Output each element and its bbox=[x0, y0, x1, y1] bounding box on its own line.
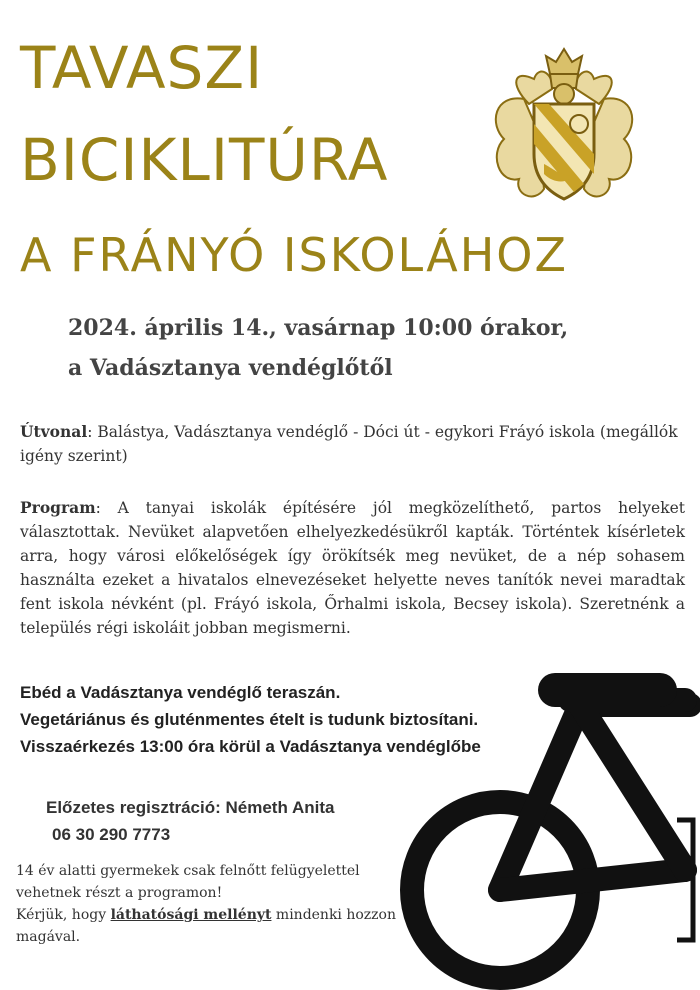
registration-phone: 06 30 290 7773 bbox=[52, 825, 171, 844]
notice-request-start: Kérjük, hogy bbox=[16, 907, 111, 923]
route-text: : Balástya, Vadásztanya vendéglő - Dóci út - egykori Fráyó iskola (megállók igény szerint) bbox=[20, 423, 678, 465]
route-paragraph bbox=[20, 420, 685, 468]
bicycle-icon bbox=[395, 670, 700, 990]
route-label: Útvonal bbox=[20, 422, 88, 441]
event-date-line: 2024. április 14., vasárnap 10:00 órakor, bbox=[68, 315, 569, 341]
registration-contact: Előzetes regisztráció: Németh Anita bbox=[46, 798, 335, 817]
notice-children: 14 év alatti gyermekek csak felnőtt felügyelettel vehetnek részt a programon! bbox=[16, 863, 360, 901]
title-line-1: TAVASZI bbox=[20, 34, 264, 102]
event-location-line: a Vadásztanya vendéglőtől bbox=[68, 355, 393, 381]
title-line-2: BICIKLITÚRA bbox=[20, 126, 389, 194]
program-paragraph bbox=[20, 496, 685, 640]
program-label: Program bbox=[20, 498, 96, 517]
return-info: Visszaérkezés 13:00 óra körül a Vadásztanya vendéglőbe bbox=[20, 737, 481, 756]
safety-vest-highlight: láthatósági mellényt bbox=[110, 907, 272, 923]
program-text: : A tanyai iskolák építésére jól megközelíthető, partos helyeket választottak. Nevüket alapvetően elhelyezkedésükről kapták. Történtek kísérletek arra, hogy városi előkelőségek így örökítsék meg nevüket, de a nép sohasem használta ezeket a hivatalos elnevezéseket helyette neves tanítók nevei maradtak fent iskola névként (pl. Fráyó iskola, Őrhalmi iskola, Becsey iskola). Szeretnénk a település régi iskoláit jobban megismerni. bbox=[20, 499, 685, 637]
notice-request-end: mindenki hozzon magával. bbox=[16, 907, 397, 945]
notice-paragraph bbox=[16, 860, 406, 948]
title-line-3: A FRÁNYÓ ISKOLÁHOZ bbox=[20, 228, 569, 282]
diet-info: Vegetáriánus és gluténmentes ételt is tudunk biztosítani. bbox=[20, 710, 479, 729]
lunch-info: Ebéd a Vadásztanya vendéglő teraszán. bbox=[20, 683, 341, 702]
coat-of-arms-icon bbox=[484, 44, 644, 204]
